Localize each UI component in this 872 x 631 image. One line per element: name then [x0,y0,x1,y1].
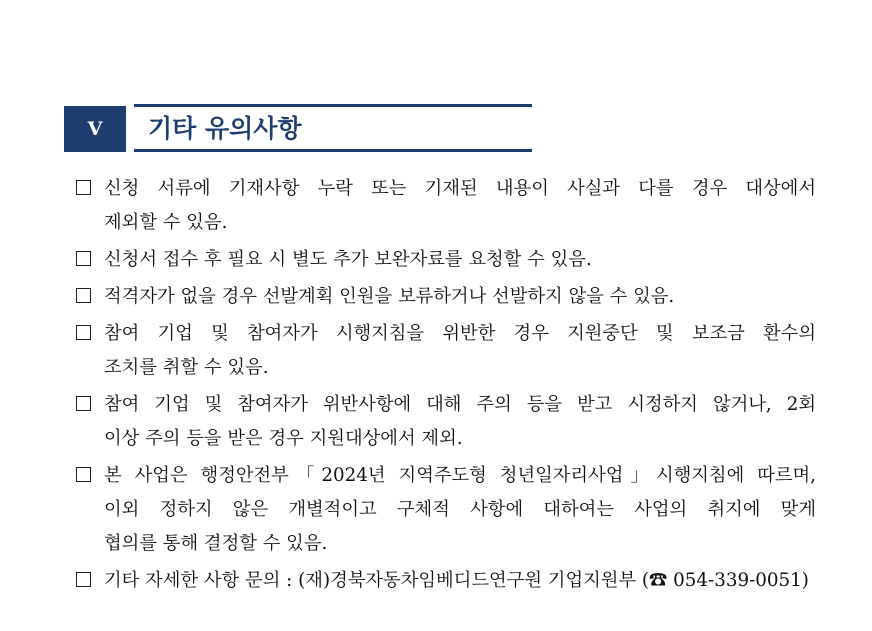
notice-item [76,388,816,456]
checkbox-icon [76,396,91,411]
notice-text-line: 협의를 통해 결정할 수 있음. [104,533,328,554]
checkbox-icon [76,572,91,587]
notice-text-line: 본 사업은 행정안전부「2024년 지역주도형 청년일자리사업」시행지침에 따르며, [104,465,816,486]
checkbox-icon [76,180,91,195]
title-rule-top [134,104,532,107]
section-header [64,104,532,152]
notice-text-line: 신청서 접수 후 필요 시 별도 추가 보완자료를 요청할 수 있음. [104,249,592,270]
notice-item [76,172,816,240]
checkbox-icon [76,288,91,303]
notice-text-line: 적격자가 없을 경우 선발계획 인원을 보류하거나 선발하지 않을 수 있음. [104,286,675,307]
notice-item [76,243,816,277]
section-title: 기타 유의사항 [148,114,302,143]
notice-item [76,459,816,561]
notice-item [76,317,816,385]
notice-text-line: 조치를 취할 수 있음. [104,357,269,378]
notice-item [76,280,816,314]
notice-text-line: 신청 서류에 기재사항 누락 또는 기재된 내용이 사실과 다를 경우 대상에서 [104,178,816,199]
checkbox-icon [76,325,91,340]
notice-text-line: 참여 기업 및 참여자가 위반사항에 대해 주의 등을 받고 시정하지 않거나, 2회 [104,394,816,415]
notice-text-line: 기타 자세한 사항 문의 : (재)경북자동차임베디드연구원 기업지원부 (☎ 054-339-0051) [104,570,809,591]
section-number-badge: Ⅴ [64,106,126,152]
checkbox-icon [76,467,91,482]
checkbox-icon [76,251,91,266]
notice-text-line: 이상 주의 등을 받은 경우 지원대상에서 제외. [104,428,463,449]
notice-text-line: 이외 정하지 않은 개별적이고 구체적 사항에 대하여는 사업의 취지에 맞게 [104,499,816,520]
title-rule-bottom [134,149,532,152]
notice-text-line: 제외할 수 있음. [104,212,228,233]
notice-list [76,172,816,601]
notice-text-line: 참여 기업 및 참여자가 시행지침을 위반한 경우 지원중단 및 보조금 환수의 [104,323,816,344]
notice-item [76,564,816,598]
